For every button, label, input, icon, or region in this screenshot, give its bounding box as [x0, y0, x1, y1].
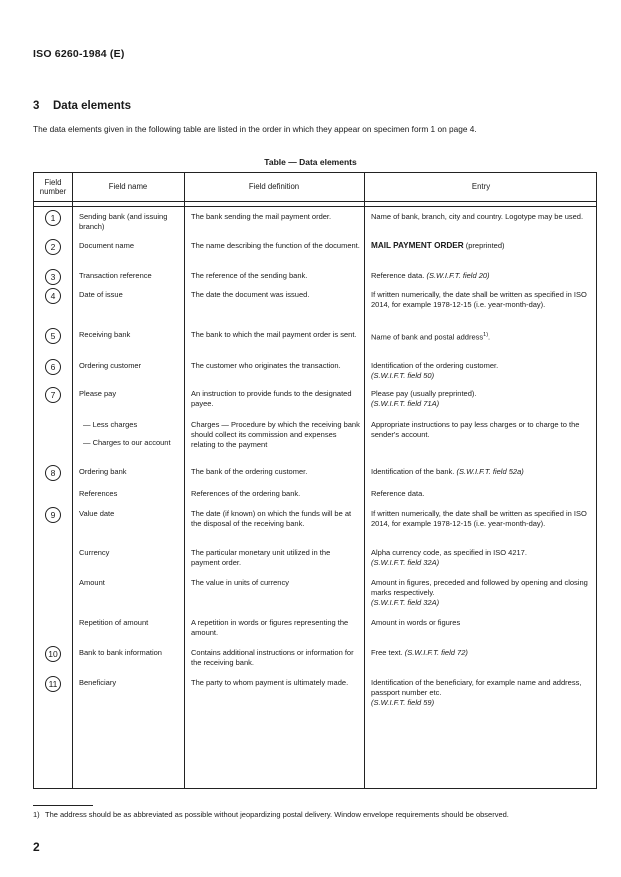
entry-cell	[371, 578, 593, 608]
col-header-field-name: Field name	[108, 182, 148, 191]
field-name-cell: — Less charges	[83, 420, 138, 429]
field-name-cell: Ordering customer	[79, 361, 142, 370]
entry-text: Alpha currency code, as specified in ISO 4217.	[371, 548, 527, 557]
entry-cell	[371, 467, 593, 477]
entry-cell: Reference data.	[371, 489, 425, 498]
swift-reference: (S.W.I.F.T. field 32A)	[371, 558, 440, 567]
entry-text: Amount in figures, preceded and followed by opening and closing marks respectively.	[371, 578, 588, 597]
field-name-cell: Document name	[79, 241, 135, 250]
field-name-cell: Transaction reference	[79, 271, 152, 280]
swift-reference: (S.W.I.F.T. field 32A)	[371, 598, 440, 607]
entry-cell	[371, 361, 593, 381]
entry-text: Identification of the ordering customer.	[371, 361, 499, 370]
section-number: 3	[33, 100, 40, 112]
entry-cell: Amount in words or figures	[371, 618, 461, 627]
field-number-badge: 11	[45, 676, 61, 692]
col-header-entry: Entry	[471, 182, 491, 191]
field-name-cell: Sending bank (and issuing branch)	[79, 212, 168, 231]
field-definition-cell: The date (if known) on which the funds will be at the disposal of the receiving bank.	[191, 509, 352, 528]
entry-cell: Appropriate instructions to pay less charges or to charge to the sender's account.	[371, 420, 580, 439]
entry-text: Please pay (usually preprinted).	[371, 389, 477, 398]
section-title-text: Data elements	[53, 100, 131, 112]
field-definition-cell: The value in units of currency	[191, 578, 289, 587]
swift-reference: (S.W.I.F.T. field 59)	[371, 698, 435, 707]
entry-cell	[371, 241, 593, 251]
field-name-cell: Repetition of amount	[79, 618, 149, 627]
field-number-badge: 8	[45, 465, 61, 481]
field-name-cell: Value date	[79, 509, 115, 518]
field-number-badge: 7	[45, 387, 61, 403]
field-definition-cell: The date the document was issued.	[191, 290, 310, 299]
data-elements-table	[33, 172, 597, 789]
section-intro: The data elements given in the following table are listed in the order in which they appear on specimen form 1 on page 4.	[33, 124, 477, 134]
swift-reference: (S.W.I.F.T. field 71A)	[371, 399, 440, 408]
entry-text: (preprinted)	[465, 241, 505, 250]
document-header: ISO 6260-1984 (E)	[33, 48, 125, 60]
field-definition-cell: Contains additional instructions or information for the receiving bank.	[191, 648, 354, 667]
field-number-badge: 1	[45, 210, 61, 226]
field-name-cell: Receiving bank	[79, 330, 131, 339]
entry-cell: If written numerically, the date shall be written as specified in ISO 2014, for example 1978-12-15 (i.e. year-month-day).	[371, 290, 587, 309]
footnote-rule	[33, 805, 93, 806]
field-name-cell: Amount	[79, 578, 105, 587]
entry-cell	[371, 548, 593, 568]
field-definition-cell: An instruction to provide funds to the designated payee.	[191, 389, 352, 408]
table-title: Table — Data elements	[264, 157, 357, 167]
field-number-badge: 4	[45, 288, 61, 304]
entry-cell	[371, 271, 593, 281]
field-definition-cell: A repetition in words or figures representing the amount.	[191, 618, 349, 637]
entry-cell	[371, 648, 593, 658]
swift-reference: (S.W.I.F.T. field 72)	[404, 648, 468, 657]
entry-cell: If written numerically, the date shall be written as specified in ISO 2014, for example 1978-12-15 (i.e. year-month-day).	[371, 509, 587, 528]
entry-bold-text: MAIL PAYMENT ORDER	[371, 241, 464, 250]
field-number-badge: 2	[45, 239, 61, 255]
field-number-badge: 9	[45, 507, 61, 523]
entry-cell	[371, 330, 593, 343]
entry-text: Free text.	[371, 648, 403, 657]
entry-text: Identification of the beneficiary, for example name and address, passport number etc.	[371, 678, 582, 697]
footnote-ref: 1)	[483, 332, 489, 338]
field-definition-cell: The bank to which the mail payment order is sent.	[191, 330, 357, 339]
field-definition-cell: Charges — Procedure by which the receiving bank should collect its commission and expenses relating to the payment	[191, 420, 360, 449]
entry-text: Name of bank and postal address	[371, 332, 484, 342]
entry-cell	[371, 678, 593, 708]
entry-cell: Name of bank, branch, city and country. Logotype may be used.	[371, 212, 584, 221]
field-definition-cell: The customer who originates the transaction.	[191, 361, 341, 370]
swift-reference: (S.W.I.F.T. field 52a)	[456, 467, 524, 476]
entry-cell	[371, 389, 593, 409]
page-number: 2	[33, 840, 40, 854]
field-definition-cell: The reference of the sending bank.	[191, 271, 308, 280]
field-number-badge: 6	[45, 359, 61, 375]
field-name-cell: Please pay	[79, 389, 117, 398]
field-number-badge: 10	[45, 646, 61, 662]
field-name-cell: Ordering bank	[79, 467, 127, 476]
section-title	[33, 100, 131, 112]
entry-text: Identification of the bank.	[371, 467, 455, 476]
field-name-cell: — Charges to our account	[83, 438, 171, 447]
footnote-marker: 1)	[33, 810, 40, 819]
field-definition-cell: The bank of the ordering customer.	[191, 467, 308, 476]
col-header-field-definition: Field definition	[248, 182, 300, 191]
field-name-cell: Currency	[79, 548, 110, 557]
field-definition-cell: The name describing the function of the document.	[191, 241, 360, 250]
footnote-text: The address should be as abbreviated as possible without jeopardizing postal delivery. Window envelope requirements should be observed.	[45, 810, 509, 819]
field-number-badge: 5	[45, 328, 61, 344]
field-name-cell: Date of issue	[79, 290, 123, 299]
field-definition-cell: References of the ordering bank.	[191, 489, 301, 498]
field-definition-cell: The particular monetary unit utilized in the payment order.	[191, 548, 331, 567]
entry-text-end: .	[488, 332, 491, 342]
col-header-field-number: Field number	[39, 178, 67, 196]
field-number-badge: 3	[45, 269, 61, 285]
footnote	[33, 810, 509, 819]
entry-text: Reference data.	[371, 271, 425, 280]
swift-reference: (S.W.I.F.T. field 50)	[371, 371, 435, 380]
field-name-cell: Beneficiary	[79, 678, 117, 687]
field-definition-cell: The bank sending the mail payment order.	[191, 212, 332, 221]
swift-reference: (S.W.I.F.T. field 20)	[426, 271, 490, 280]
field-name-cell: References	[79, 489, 118, 498]
field-name-cell: Bank to bank information	[79, 648, 162, 657]
field-definition-cell: The party to whom payment is ultimately made.	[191, 678, 349, 687]
